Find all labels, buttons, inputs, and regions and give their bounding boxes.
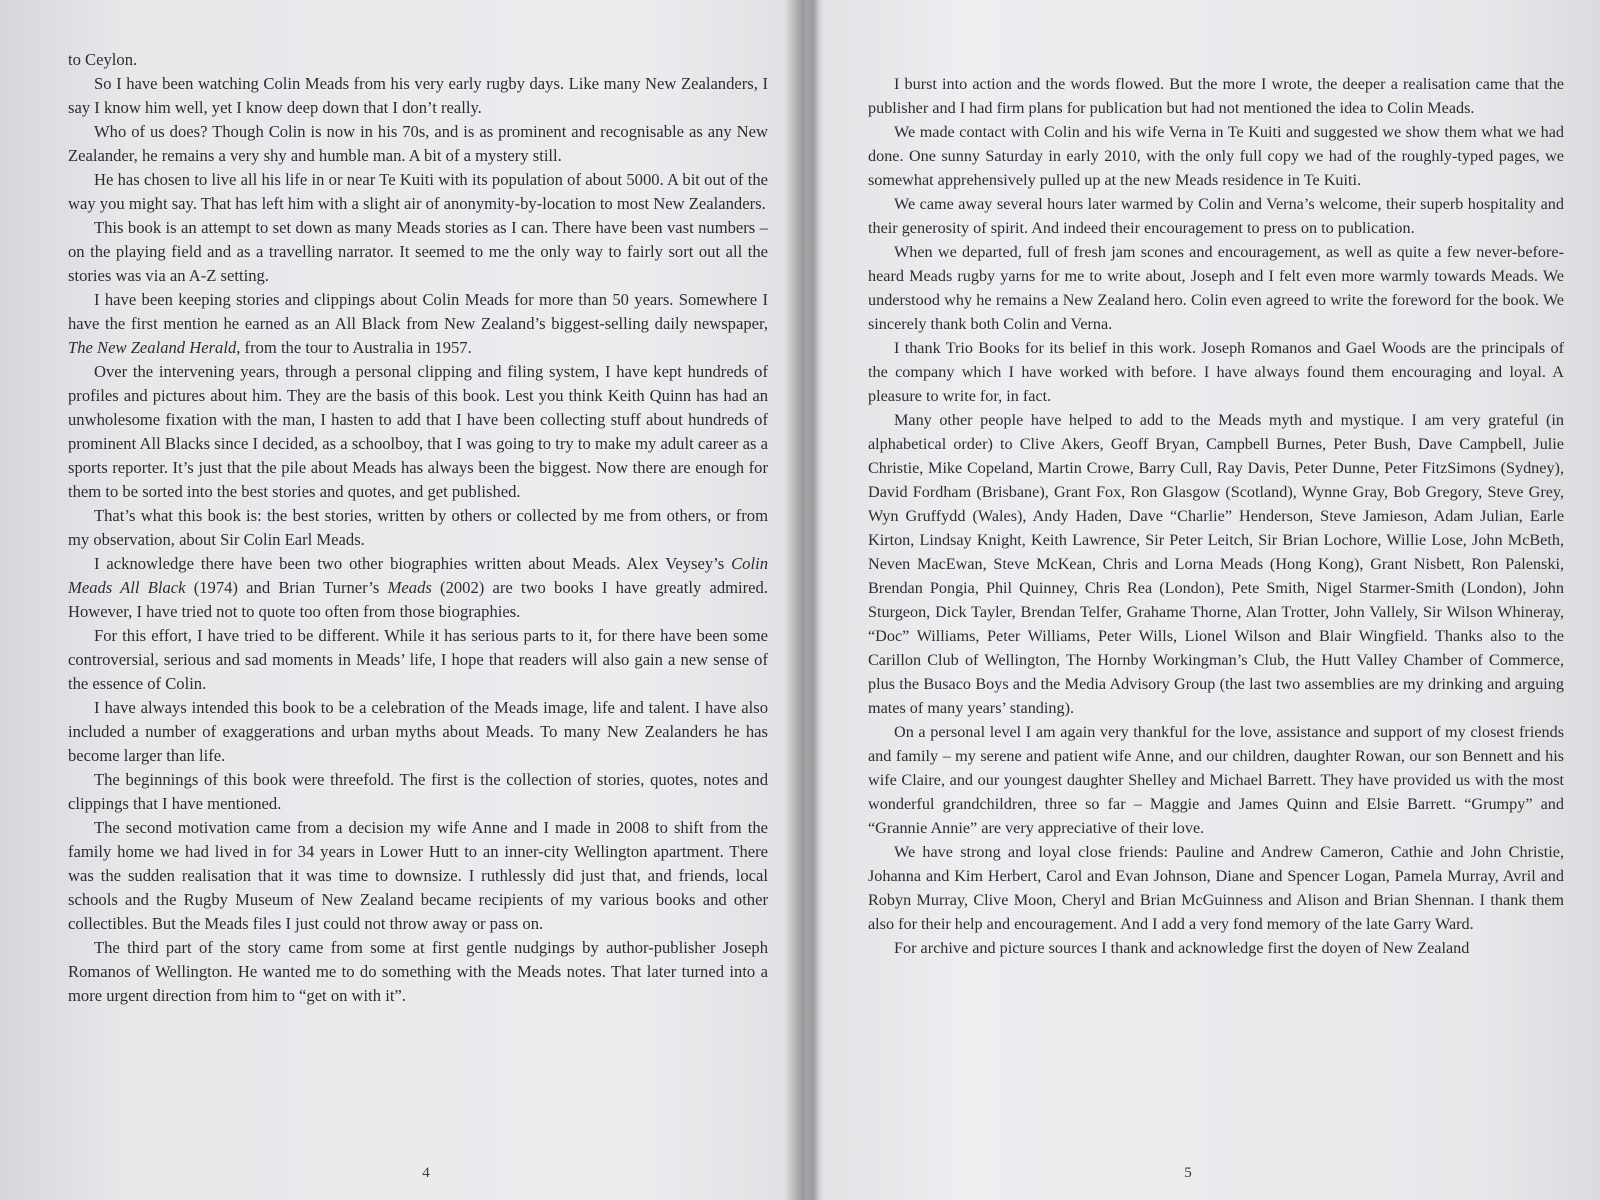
paragraph: to Ceylon. — [68, 50, 138, 69]
paragraph: We have strong and loyal close friends: Pauline and Andrew Cameron, Cathie and John Christie, Johanna and Kim Herbert, Carol and Evan Johnson, Diane and Spencer Logan, Pamela Murray, Avril and Robyn Murray, Clive Moon, Cheryl and Brian McGuinness and Alison and Brian Shennan. I thank them also for their help and encouragement. And I add a very fond memory of the late Garry Ward. — [868, 843, 1564, 933]
paragraph-text: (2002) are two books I have greatly admired. However, I have tried not to quote too often from those biographies. — [68, 578, 768, 621]
right-page-body-text — [868, 72, 1564, 960]
paragraph: On a personal level I am again very thankful for the love, assistance and support of my closest friends and family – my serene and patient wife Anne, and our children, daughter Rowan, our son Bennett and his wife Claire, and our youngest daughter Shelley and Michael Barrett. They have provided us with the most wonderful grandchildren, three so far – Maggie and James Quinn and Elsie Barrett. “Grumpy” and “Grannie Annie” are very appreciative of their love. — [868, 723, 1564, 837]
page-number-right: 5 — [1184, 1165, 1192, 1181]
paragraph: For this effort, I have tried to be different. While it has serious parts to it, for there have been some controversial, serious and sad moments in Meads’ life, I hope that readers will also gain a new sense of the essence of Colin. — [68, 626, 768, 693]
paragraph-text: , from the tour to Australia in 1957. — [236, 338, 472, 357]
page-number-left: 4 — [422, 1165, 430, 1181]
paragraph: Over the intervening years, through a personal clipping and filing system, I have kept hundreds of profiles and pictures about him. They are the basis of this book. Lest you think Keith Quinn has had an unwholesome fixation with the man, I hasten to add that I have been collecting stuff about hundreds of prominent All Blacks since I decided, as a schoolboy, that I was going to try to make my adult career as a sports reporter. It’s just that the pile about Meads has always been the biggest. Now there are enough for them to be sorted into the best stories and quotes, and get published. — [68, 362, 768, 501]
paragraph: I have always intended this book to be a celebration of the Meads image, life and talent. I have also included a number of exaggerations and urban myths about Meads. To many New Zealanders he has become larger than life. — [68, 698, 768, 765]
paragraph — [68, 288, 768, 360]
paragraph: We came away several hours later warmed by Colin and Verna’s welcome, their superb hospitality and their generosity of spirit. And indeed their encouragement to press on to publication. — [868, 195, 1564, 237]
paragraph: That’s what this book is: the best stories, written by others or collected by me from others, or from my observation, about Sir Colin Earl Meads. — [68, 506, 768, 549]
italic-title: Meads — [387, 578, 432, 597]
italic-title: The New Zealand Herald — [68, 338, 237, 357]
paragraph: We made contact with Colin and his wife Verna in Te Kuiti and suggested we show them what we had done. One sunny Saturday in early 2010, with the only full copy we had of the roughly-typed pages, we somewhat apprehensively pulled up at the new Meads residence in Te Kuiti. — [868, 123, 1564, 189]
paragraph: For archive and picture sources I thank and acknowledge first the doyen of New Zealand — [894, 939, 1470, 957]
paragraph: The second motivation came from a decision my wife Anne and I made in 2008 to shift from the family home we had lived in for 34 years in Lower Hutt to an inner-city Wellington apartment. There was the sudden realisation that it was time to downsize. I ruthlessly did just that, and friends, local schools and the Rugby Museum of New Zealand became recipients of my various books and other collectibles. But the Meads files I just could not throw away or pass on. — [68, 818, 768, 933]
paragraph: Many other people have helped to add to the Meads myth and mystique. I am very grateful (in alphabetical order) to Clive Akers, Geoff Bryan, Campbell Burnes, Peter Bush, Dave Campbell, Julie Christie, Mike Copeland, Martin Crowe, Barry Cull, Ray Davis, Peter Dunne, Peter FitzSimons (Sydney), David Fordham (Brisbane), Grant Fox, Ron Glasgow (Scotland), Wynne Gray, Bob Gregory, Steve Grey, Wyn Gruffydd (Wales), Andy Haden, Dave “Charlie” Henderson, Steve Jamieson, Adam Julian, Earle Kirton, Lindsay Knight, Keith Lawrence, Sir Peter Leitch, Sir Brian Lochore, Willie Lose, John McBeth, Neven MacEwan, Steve McKean, Chris and Lorna Meads (Hong Kong), Grant Nisbett, Ron Palenski, Brendan Pongia, Phil Quinney, Chris Rea (London), Pete Smith, Nigel Starmer-Smith (London), John Sturgeon, Dick Tayler, Brendan Telfer, Grahame Thorne, Alan Trotter, John Vallely, Sir Wilson Whineray, “Doc” Williams, Peter Williams, Peter Wills, Lionel Wilson and Blair Wingfield. Thanks also to the Carillon Club of Wellington, The Hornby Workingman’s Club, the Hutt Valley Chamber of Commerce, plus the Busaco Boys and the Media Advisory Group (the last two assemblies are my drinking and arguing mates of many years’ standing). — [868, 411, 1564, 717]
paragraph: So I have been watching Colin Meads from his very early rugby days. Like many New Zealanders, I say I know him well, yet I know deep down that I don’t really. — [68, 74, 768, 117]
paragraph-text: I have been keeping stories and clippings about Colin Meads for more than 50 years. Somewhere I have the first mention he earned as an All Black from New Zealand’s biggest-selling daily newspaper, — [68, 290, 768, 333]
paragraph-text: (1974) and Brian Turner’s — [185, 578, 388, 597]
paragraph: I thank Trio Books for its belief in this work. Joseph Romanos and Gael Woods are the principals of the company which I have worked with before. I have always found them encouraging and loyal. A pleasure to write for, in fact. — [868, 339, 1564, 405]
paragraph: I burst into action and the words flowed. But the more I wrote, the deeper a realisation came that the publisher and I had firm plans for publication but had not mentioned the idea to Colin Meads. — [868, 75, 1564, 117]
paragraph: He has chosen to live all his life in or near Te Kuiti with its population of about 5000. A bit out of the way you might say. That has left him with a slight air of anonymity-by-location to most New Zealanders. — [68, 170, 768, 213]
right-page — [816, 0, 1600, 1200]
paragraph: The beginnings of this book were threefold. The first is the collection of stories, quotes, notes and clippings that I have mentioned. — [68, 770, 768, 813]
paragraph: This book is an attempt to set down as many Meads stories as I can. There have been vast numbers – on the playing field and as a travelling narrator. It seemed to me the only way to fairly sort out all the stories was via an A-Z setting. — [68, 218, 768, 285]
paragraph: Who of us does? Though Colin is now in his 70s, and is as prominent and recognisable as any New Zealander, he remains a very shy and humble man. A bit of a mystery still. — [68, 122, 768, 165]
paragraph-text: I acknowledge there have been two other biographies written about Meads. Alex Veysey’s — [94, 554, 732, 573]
paragraph — [68, 552, 768, 624]
italic-title: Colin Meads All Black — [68, 554, 768, 597]
paragraph: The third part of the story came from some at first gentle nudgings by author-publisher Joseph Romanos of Wellington. He wanted me to do something with the Meads notes. That later turned into a more urgent direction from him to “get on with it”. — [68, 938, 768, 1005]
paragraph: When we departed, full of fresh jam scones and encouragement, as well as quite a few never-before-heard Meads rugby yarns for me to write about, Joseph and I felt even more warmly towards Meads. We understood why he remains a New Zealand hero. Colin even agreed to write the foreword for the book. We sincerely thank both Colin and Verna. — [868, 243, 1564, 333]
left-page-body-text — [68, 48, 768, 1008]
